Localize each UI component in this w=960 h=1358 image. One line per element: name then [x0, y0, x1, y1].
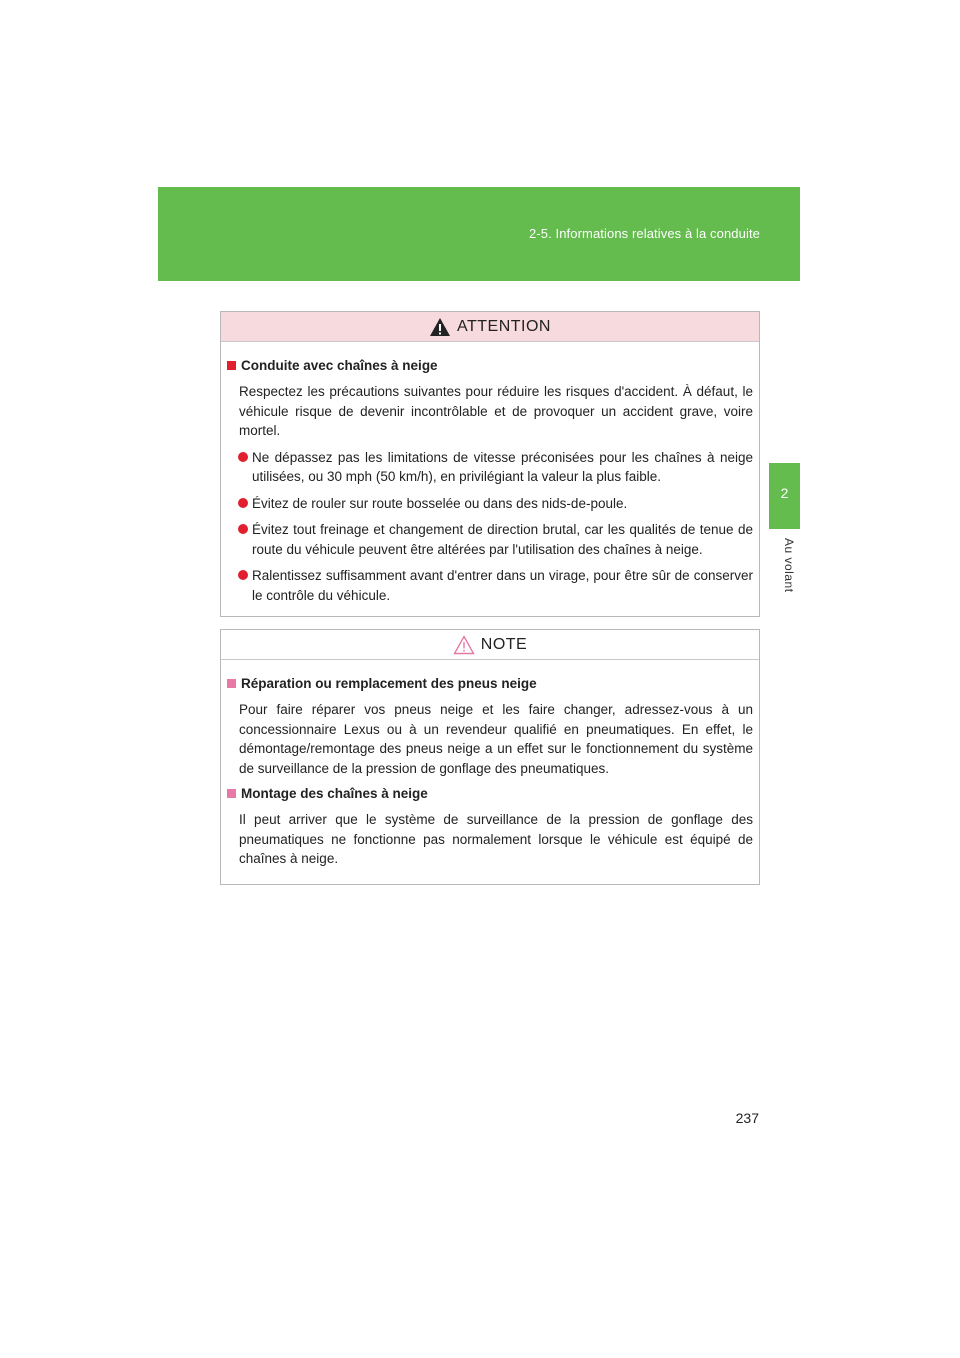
square-bullet-icon — [227, 361, 236, 370]
note-section-heading — [227, 784, 753, 804]
chapter-number: 2 — [780, 485, 789, 501]
note-paragraph: Pour faire réparer vos pneus neige et les faire changer, adressez-vous à un concessionnaire Lexus ou à un revendeur qualifié en pneumatiques. En effet, le démontage/remontage des pneus neige a un effet sur le fonctionnement du système de surveillance de la pression de gonflage des pneumatiques. — [239, 702, 753, 776]
attention-section-title: Conduite avec chaînes à neige — [241, 358, 438, 373]
note-section-title: Réparation ou remplacement des pneus neige — [241, 676, 537, 691]
note-section-heading — [227, 674, 753, 694]
list-item — [238, 566, 753, 605]
list-item — [238, 448, 753, 487]
attention-title: ATTENTION — [457, 317, 551, 335]
page-number: 237 — [735, 1110, 759, 1126]
attention-header — [221, 312, 759, 342]
note-title: NOTE — [480, 635, 528, 653]
note-section-title: Montage des chaînes à neige — [241, 786, 428, 801]
attention-paragraph: Respectez les précautions suivantes pour réduire les risques d'accident. À défaut, le véhicule risque de devenir incontrôlable et de provoquer un accident grave, voire mortel. — [239, 384, 753, 438]
bullet-dot-icon — [238, 498, 248, 508]
note-box — [220, 629, 760, 885]
list-item — [238, 520, 753, 559]
list-item-text: Ralentissez suffisamment avant d'entrer dans un virage, pour être sûr de conserver le contrôle du véhicule. — [252, 568, 753, 603]
section-title: 2-5. Informations relatives à la conduite — [529, 226, 760, 241]
square-bullet-icon — [227, 679, 236, 688]
note-header — [221, 630, 759, 660]
attention-section-heading — [227, 356, 753, 376]
list-item-text: Évitez tout freinage et changement de direction brutal, car les qualités de tenue de route du véhicule peuvent être altérées par l'utilisation des chaînes à neige. — [252, 522, 753, 557]
chapter-label: Au volant — [782, 538, 796, 593]
chapter-tab — [769, 463, 800, 529]
note-paragraph: Il peut arriver que le système de surveillance de la pression de gonflage des pneumatiques ne fonctionne pas normalement lorsque le véhicule est équipé de chaînes à neige. — [239, 812, 753, 866]
bullet-dot-icon — [238, 524, 248, 534]
attention-box — [220, 311, 760, 617]
list-item-text: Ne dépassez pas les limitations de vitesse préconisées pour les chaînes à neige utilisées, ou 30 mph (50 km/h), en privilégiant la valeur la plus faible. — [252, 449, 753, 484]
note-content — [221, 660, 759, 869]
list-item-text: Évitez de rouler sur route bosselée ou dans des nids-de-poule. — [252, 495, 628, 511]
square-bullet-icon — [227, 789, 236, 798]
bullet-dot-icon — [238, 570, 248, 580]
caution-icon — [453, 635, 475, 655]
attention-content — [221, 342, 759, 605]
header-band — [158, 187, 800, 281]
bullet-dot-icon — [238, 452, 248, 462]
warning-icon — [429, 317, 451, 337]
list-item — [238, 494, 753, 514]
